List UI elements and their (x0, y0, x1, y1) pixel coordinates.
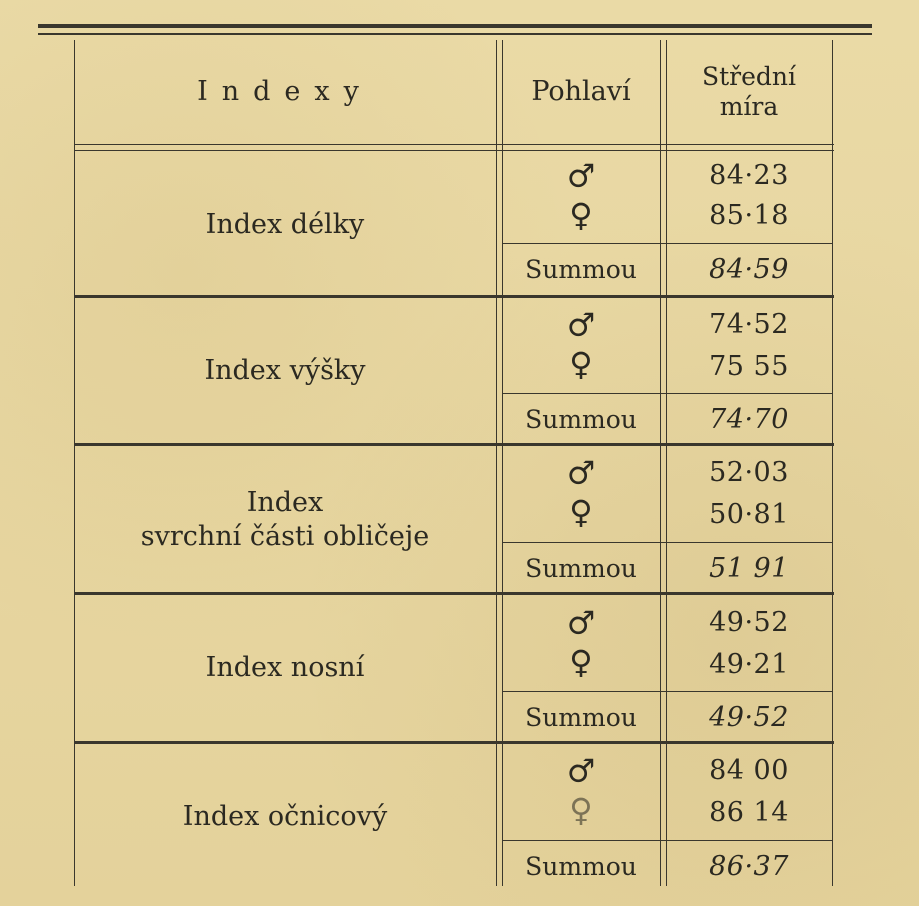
male-value: 52·03 (709, 457, 789, 489)
male-symbol: ♂ (566, 604, 596, 642)
summary-label: Summou (525, 255, 637, 285)
female-symbol: ♀ (569, 345, 593, 383)
male-value: 84 00 (709, 755, 789, 787)
column-divider (496, 40, 497, 886)
summary-rule (502, 542, 832, 543)
summary-value: 49·52 (709, 702, 789, 734)
female-symbol: ♀ (569, 196, 593, 234)
summary-label: Summou (525, 405, 637, 435)
male-value: 49·52 (709, 607, 789, 639)
summary-label: Summou (525, 703, 637, 733)
index-table (74, 40, 834, 906)
female-value: 49·21 (709, 649, 789, 681)
header-rule (74, 150, 834, 151)
summary-label: Summou (525, 554, 637, 584)
female-value: 50·81 (709, 499, 789, 531)
row-name-ocnicovy: Index očnicový (182, 800, 388, 832)
summary-rule (502, 691, 832, 692)
summary-rule (502, 393, 832, 394)
header-stredni-mira (666, 40, 832, 144)
summary-label: Summou (525, 852, 637, 882)
female-symbol: ♀ (569, 643, 593, 681)
female-symbol: ♀ (569, 493, 593, 531)
summary-rule (502, 840, 832, 841)
male-symbol: ♂ (566, 752, 596, 790)
header-stredni-line2: míra (719, 92, 779, 121)
male-symbol: ♂ (566, 454, 596, 492)
female-value: 75 55 (709, 351, 789, 383)
row-name-obliceje (74, 446, 496, 594)
summary-rule (502, 243, 832, 244)
summary-value: 74·70 (709, 404, 789, 436)
male-symbol: ♂ (566, 306, 596, 344)
row-name-line1: Index (246, 487, 324, 519)
female-value: 86 14 (709, 797, 789, 829)
header-indexy: Indexy (197, 76, 373, 108)
table-border-right (832, 40, 833, 886)
row-name-delky: Index délky (205, 208, 365, 240)
row-name-line2: svrchní části obličeje (140, 521, 430, 552)
summary-value: 86·37 (709, 851, 789, 883)
male-value: 84·23 (709, 160, 789, 192)
female-symbol: ♀ (569, 791, 593, 829)
summary-value: 84·59 (709, 254, 789, 286)
header-rule (74, 144, 834, 145)
top-rule (38, 24, 872, 28)
column-divider (660, 40, 661, 886)
female-value: 85·18 (709, 200, 789, 232)
header-stredni-line1: Střední (701, 62, 797, 91)
summary-value: 51 91 (709, 553, 789, 585)
row-name-nosni: Index nosní (205, 651, 365, 683)
top-rule-thin (38, 33, 872, 35)
male-symbol: ♂ (566, 157, 596, 195)
row-name-vysky: Index výšky (204, 354, 366, 386)
male-value: 74·52 (709, 309, 789, 341)
header-pohlavi: Pohlaví (531, 76, 631, 108)
